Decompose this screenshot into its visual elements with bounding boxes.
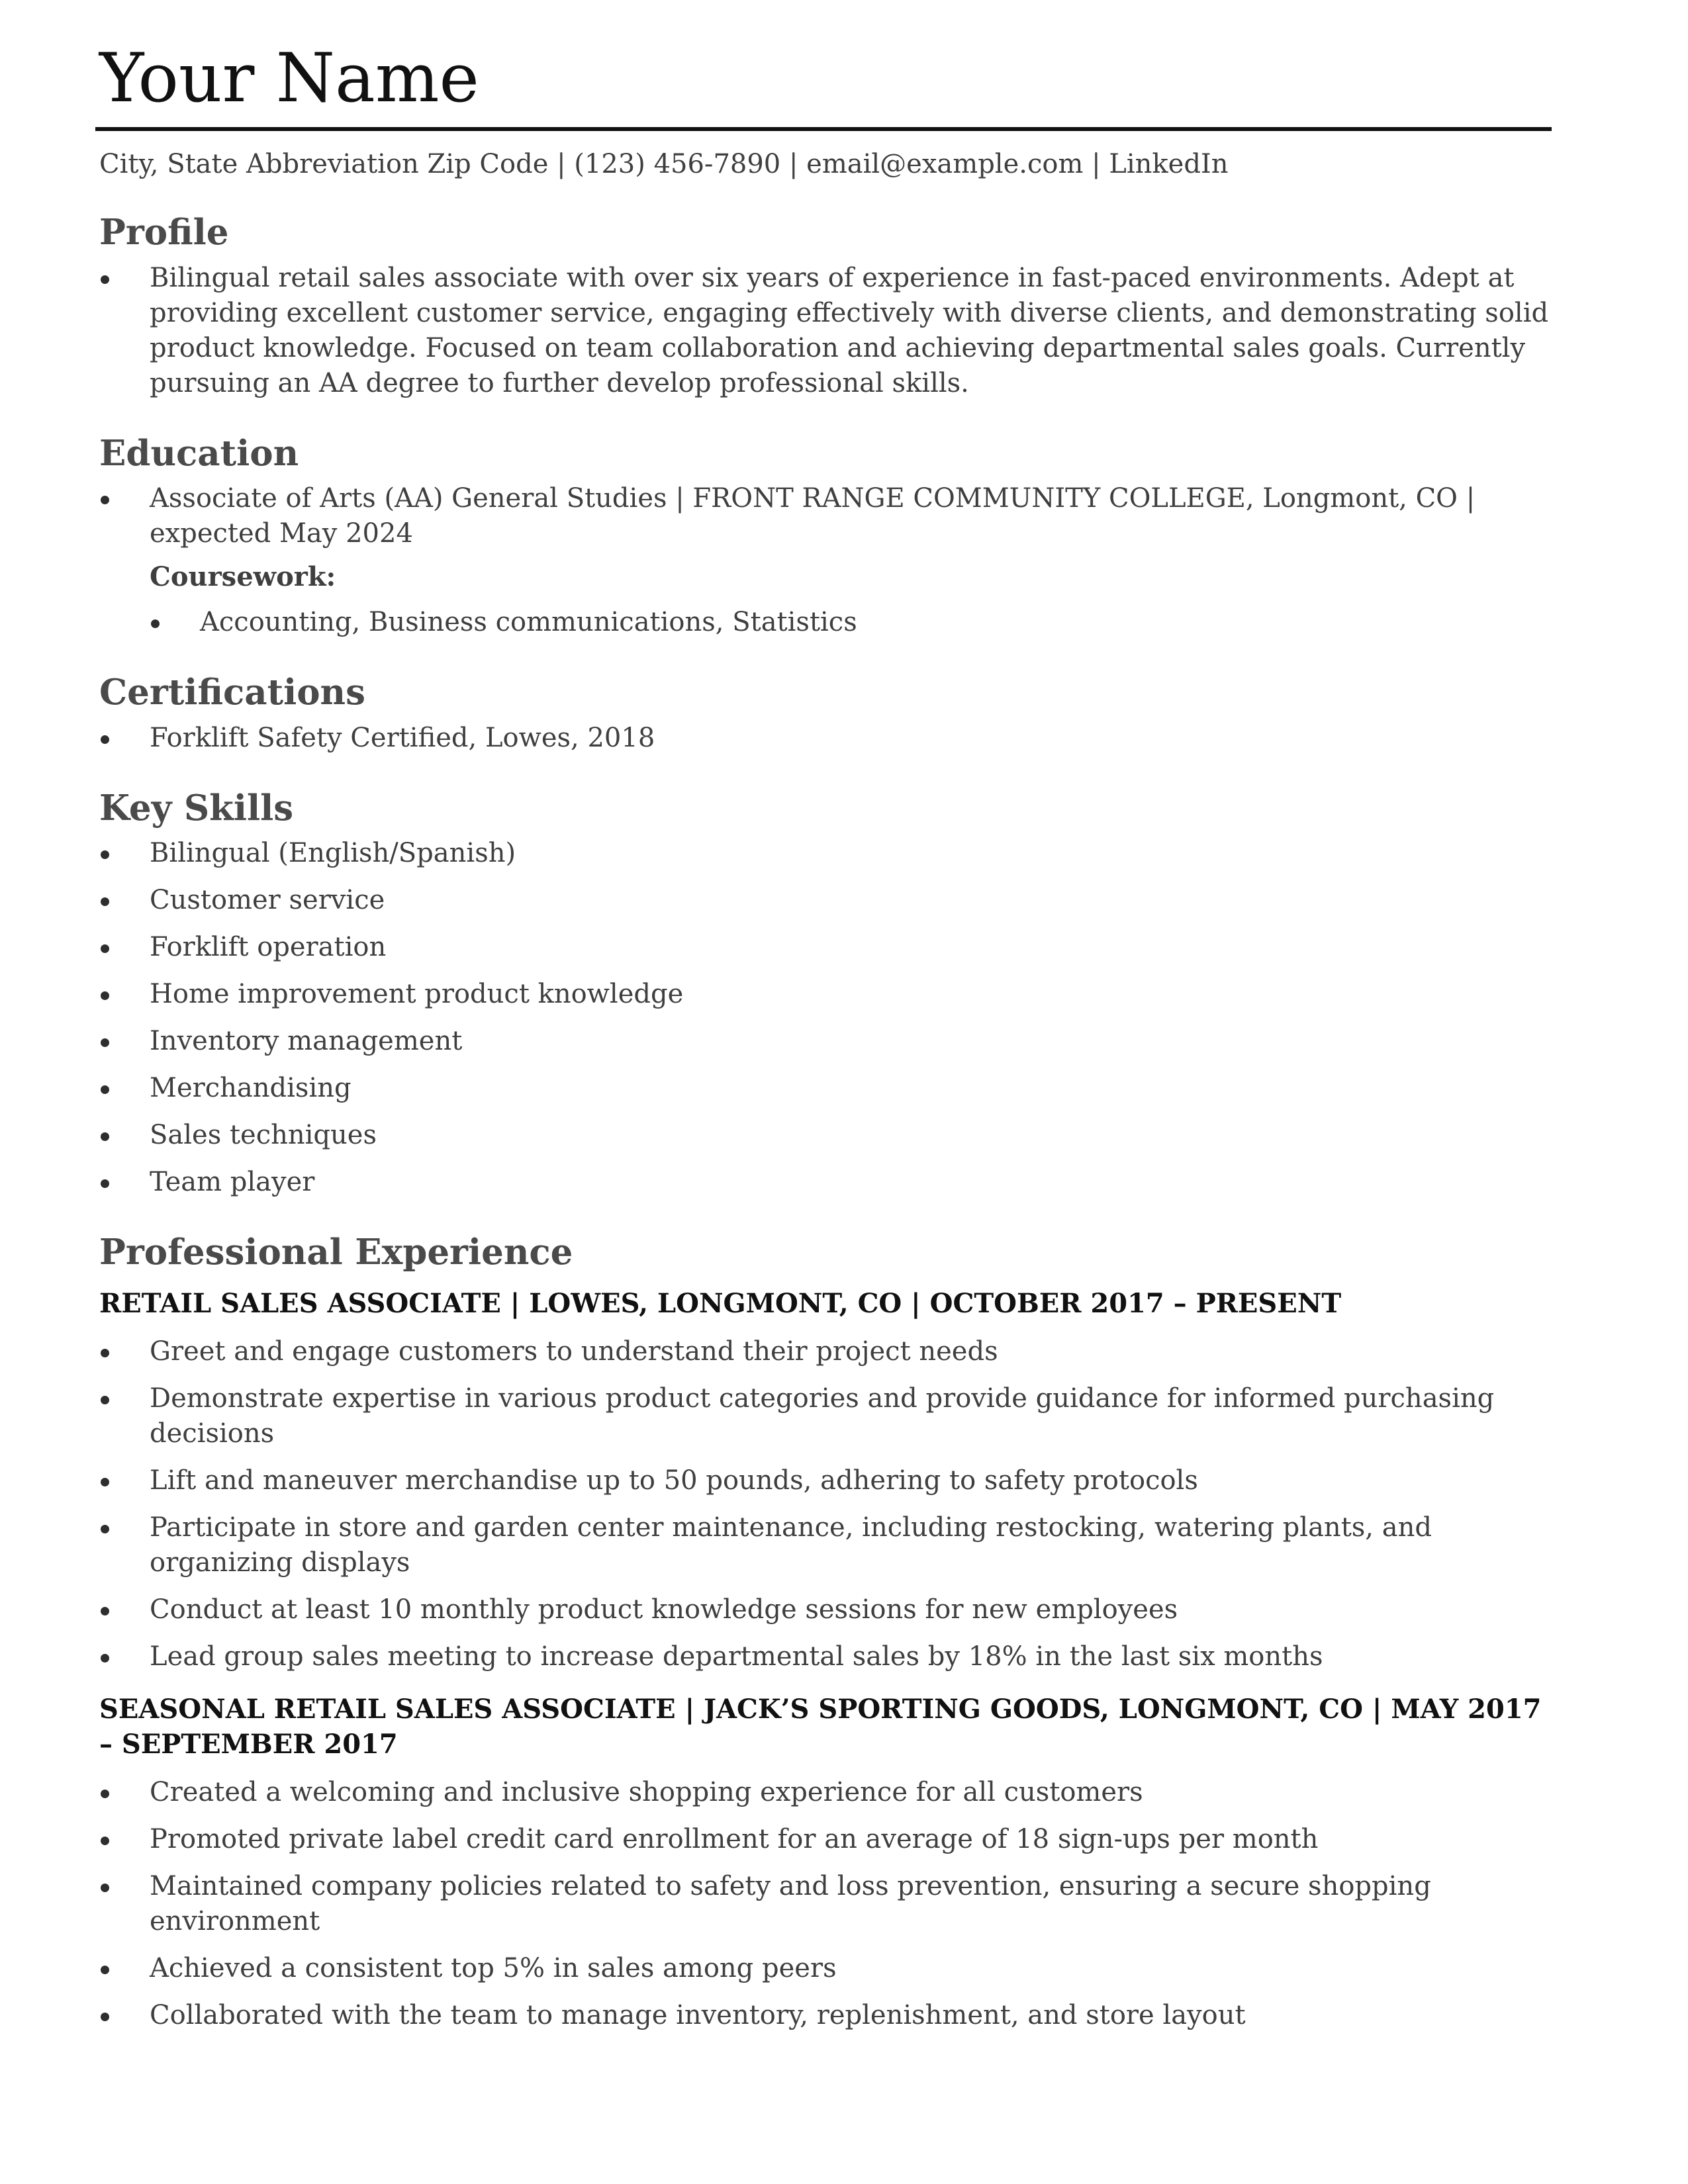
skill-item: Team player [99, 1165, 1556, 1200]
contact-line: City, State Abbreviation Zip Code | (123) 456-7890 | email@example.com | LinkedIn [99, 149, 1229, 179]
skills-list [99, 836, 1556, 1200]
job-duty-item: Demonstrate expertise in various product categories and provide guidance for informed purchasing decisions [99, 1381, 1556, 1451]
job-duty-item: Participate in store and garden center maintenance, including restocking, watering plants, and organizing displays [99, 1510, 1556, 1580]
education-heading: Education [99, 432, 299, 474]
skill-item: Inventory management [99, 1024, 1556, 1059]
job-duty-item: Lead group sales meeting to increase departmental sales by 18% in the last six months [99, 1639, 1556, 1674]
profile-heading: Profile [99, 212, 229, 253]
job-duty-item: Achieved a consistent top 5% in sales among peers [99, 1951, 1556, 1986]
job-duties-list [99, 1334, 1556, 1674]
skill-item: Home improvement product knowledge [99, 977, 1556, 1012]
name-divider [95, 127, 1552, 131]
skill-item: Bilingual (English/Spanish) [99, 836, 1556, 871]
job-duties-list [99, 1775, 1556, 2033]
job-duty-item: Maintained company policies related to safety and loss prevention, ensuring a secure shopping environment [99, 1869, 1556, 1939]
job-duty-item: Greet and engage customers to understand their project needs [99, 1334, 1556, 1369]
profile-item: Bilingual retail sales associate with over six years of experience in fast-paced environments. Adept at providing excellent customer service, engaging effectively with diverse clients, and demonstrating solid product knowledge. Focused on team collaboration and achieving departmental sales goals. Currently pursuing an AA degree to further develop professional skills. [99, 261, 1556, 401]
job-duty-item: Promoted private label credit card enrollment for an average of 18 sign-ups per month [99, 1822, 1556, 1857]
skill-item: Sales techniques [99, 1118, 1556, 1153]
experience-heading: Professional Experience [99, 1232, 573, 1273]
education-list [99, 481, 1556, 551]
resume-name: Your Name [99, 39, 479, 118]
certifications-list [99, 721, 1556, 756]
coursework-list [150, 605, 1556, 640]
skills-heading: Key Skills [99, 787, 294, 829]
coursework-item: Accounting, Business communications, Statistics [150, 605, 1556, 640]
job-duty-item: Lift and maneuver merchandise up to 50 pounds, adhering to safety protocols [99, 1463, 1556, 1498]
coursework-label: Coursework: [150, 561, 336, 593]
skill-item: Merchandising [99, 1071, 1556, 1106]
job-duty-item: Created a welcoming and inclusive shopping experience for all customers [99, 1775, 1556, 1810]
job-duty-item: Collaborated with the team to manage inventory, replenishment, and store layout [99, 1998, 1556, 2033]
certification-item: Forklift Safety Certified, Lowes, 2018 [99, 721, 1556, 756]
coursework-block [99, 559, 1556, 640]
profile-list [99, 261, 1556, 401]
job-duty-item: Conduct at least 10 monthly product knowledge sessions for new employees [99, 1592, 1556, 1627]
skill-item: Customer service [99, 883, 1556, 918]
resume-page [99, 38, 1556, 2045]
job-heading: RETAIL SALES ASSOCIATE | LOWES, LONGMONT, CO | OCTOBER 2017 – PRESENT [99, 1287, 1342, 1319]
education-item: Associate of Arts (AA) General Studies | FRONT RANGE COMMUNITY COLLEGE, Longmont, CO | expected May 2024 [99, 481, 1556, 551]
certifications-heading: Certifications [99, 672, 365, 713]
skill-item: Forklift operation [99, 930, 1556, 965]
job-heading: SEASONAL RETAIL SALES ASSOCIATE | JACK’S SPORTING GOODS, LONGMONT, CO | MAY 2017 – SEPTEMBER 2017 [99, 1693, 1542, 1760]
